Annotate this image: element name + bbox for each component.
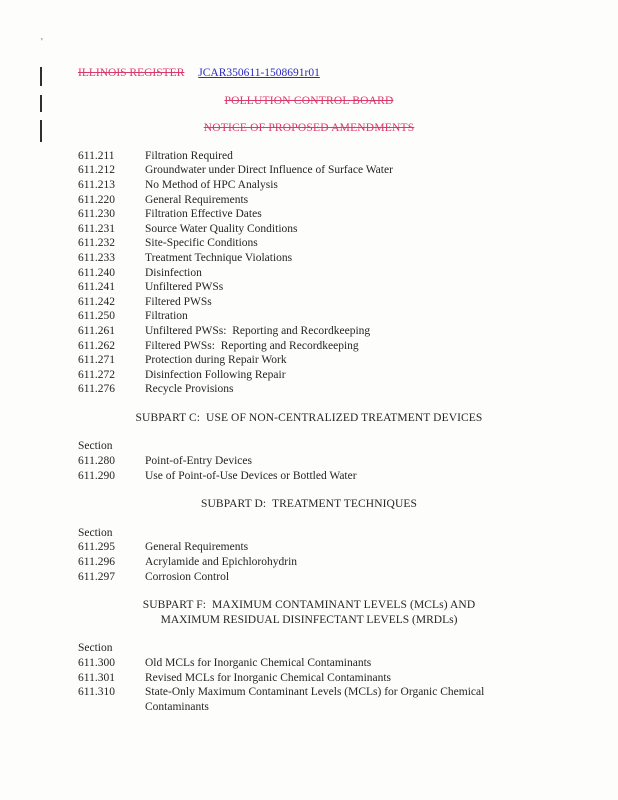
docket-number-inserted: JCAR350611-1508691r01 [198,67,320,79]
toc-row [78,469,618,484]
section-number: 611.211 [78,149,115,162]
toc-row [78,540,618,555]
section-title: Old MCLs for Inorganic Chemical Contaminants [145,657,372,669]
section-number: 611.250 [78,310,115,323]
table-of-contents [0,149,618,715]
section-title: Disinfection Following Repair [145,368,286,381]
toc-row [78,295,618,310]
section-title: Revised MCLs for Inorganic Chemical Contaminants [145,671,392,684]
subpart-f-heading-line1: SUBPART F: MAXIMUM CONTAMINANT LEVELS (MCLs) AND [142,599,476,612]
section-label: Section [78,440,113,453]
toc-row [78,178,618,193]
toc-row [78,454,618,469]
section-number: 611.296 [78,556,115,569]
toc-row [78,570,618,585]
toc-row [78,656,618,671]
toc-row [78,309,618,324]
section-number: 611.240 [78,266,115,279]
toc-row [78,671,618,686]
section-title: State-Only Maximum Contaminant Levels (MCLs) for Organic Chemical Contaminants [145,686,488,713]
section-title: Protection during Repair Work [145,354,287,367]
section-number: 611.213 [78,178,115,191]
section-number: 611.261 [78,324,115,337]
section-title: Acrylamide and Epichlorohydrin [145,556,298,569]
section-number: 611.290 [78,469,115,482]
section-title: Disinfection [145,266,202,279]
section-number: 611.271 [78,354,115,367]
section-number: 611.276 [78,383,115,396]
section-number: 611.212 [78,164,115,177]
section-title: Corrosion Control [145,570,230,583]
toc-row [78,382,618,397]
section-number: 611.310 [78,686,115,699]
toc-row [78,353,618,368]
toc-row [78,339,618,354]
toc-row [78,555,618,570]
section-title: General Requirements [145,541,249,554]
section-number: 611.301 [78,671,115,684]
toc-row [78,324,618,339]
section-title: Point-of-Entry Devices [145,455,252,468]
section-number: 611.241 [78,281,115,294]
section-title: Filtered PWSs [145,295,212,308]
section-title: Site-Specific Conditions [145,237,258,250]
section-title: General Requirements [145,193,249,206]
section-number: 611.297 [78,570,115,583]
subpart-c-heading: SUBPART C: USE OF NON-CENTRALIZED TREATMENT DEVICES [135,411,483,424]
section-label: Section [78,526,113,539]
stray-scan-mark: ' [41,37,43,48]
section-number: 611.242 [78,295,115,308]
section-title: Use of Point-of-Use Devices or Bottled Water [145,469,357,482]
section-title: Source Water Quality Conditions [145,222,298,235]
toc-row [78,236,618,251]
change-bar [40,67,42,86]
toc-row [78,251,618,266]
section-number: 611.300 [78,657,115,669]
section-number: 611.233 [78,251,115,264]
toc-row [78,149,618,164]
section-title: Unfiltered PWSs: Reporting and Recordkeeping [145,324,371,337]
section-title: Groundwater under Direct Influence of Surface Water [145,164,393,177]
toc-row [78,280,618,295]
notice-heading-deleted: NOTICE OF PROPOSED AMENDMENTS [203,122,415,135]
section-number: 611.272 [78,368,115,381]
toc-row [78,222,618,237]
section-number: 611.220 [78,193,115,206]
section-number: 611.295 [78,541,115,554]
toc-row [78,685,618,714]
section-title: Unfiltered PWSs [145,281,224,294]
toc-row [78,207,618,222]
change-bar [40,120,42,142]
section-title: Filtration Effective Dates [145,208,262,221]
subpart-d-heading: SUBPART D: TREATMENT TECHNIQUES [201,498,417,511]
toc-row [78,266,618,281]
section-title: Filtration Required [145,149,233,162]
board-heading-deleted: POLLUTION CONTROL BOARD [224,94,394,107]
section-title: No Method of HPC Analysis [145,178,278,191]
section-title: Treatment Technique Violations [145,251,293,264]
section-number: 611.231 [78,222,115,235]
register-label-deleted: ILLINOIS REGISTER [78,67,185,79]
section-title: Filtration [145,310,188,323]
toc-row [78,193,618,208]
section-number: 611.280 [78,455,115,468]
section-number: 611.232 [78,237,115,250]
change-bar [40,95,42,112]
section-number: 611.230 [78,208,115,221]
toc-row [78,163,618,178]
toc-row [78,368,618,383]
section-title: Filtered PWSs: Reporting and Recordkeeping [145,339,359,352]
section-label: Section [78,642,113,655]
header-line [78,66,618,81]
section-title: Recycle Provisions [145,383,234,396]
subpart-f-heading-line2: MAXIMUM RESIDUAL DISINFECTANT LEVELS (MRDLs) [160,613,458,626]
section-number: 611.262 [78,339,115,352]
